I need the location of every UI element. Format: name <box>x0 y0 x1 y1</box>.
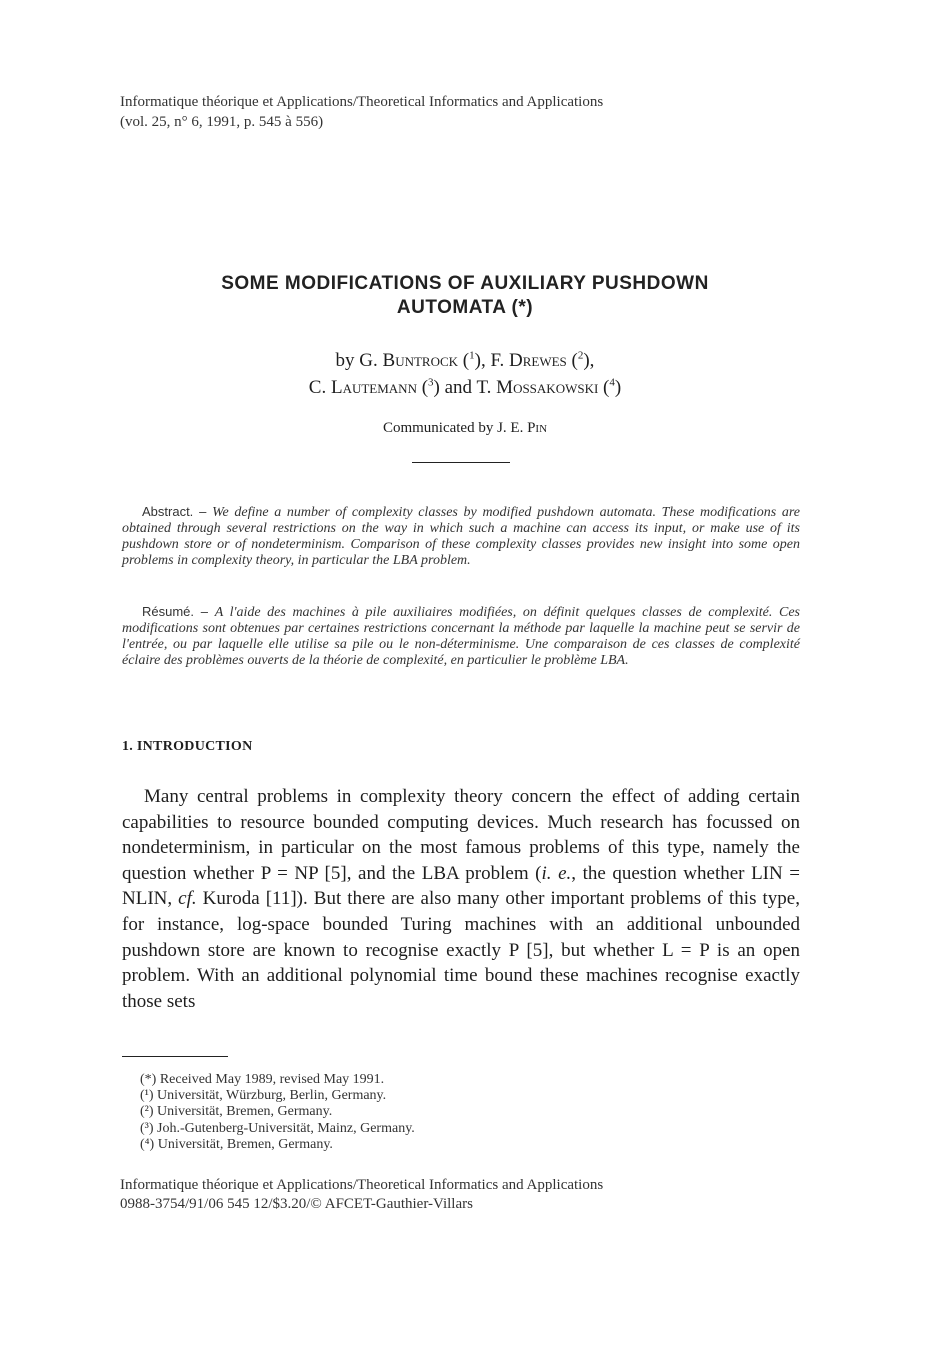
footnote: (³) Joh.-Gutenberg-Universität, Mainz, Germany. <box>140 1120 415 1136</box>
journal-header <box>120 92 603 132</box>
author-ref: 3 <box>428 376 434 389</box>
author-list <box>0 347 930 401</box>
communicated-by <box>0 420 930 437</box>
footnote: (¹) Universität, Würzburg, Berlin, Germany. <box>140 1088 387 1104</box>
body-italic: i. e. <box>541 862 572 884</box>
paper-title <box>0 272 930 320</box>
author-name: Drewes <box>509 350 567 371</box>
and-text: and T. <box>439 377 497 398</box>
body-text: Kuroda [11]). But there are also many other important problems of this type, for instance, log-space bounded Turing machines with an additional unbounded pushdown store are known to recognise exactly P [5], but whether L = P is an open problem. With an additional polynomial time bound these machines recognise exactly those sets <box>122 888 800 1012</box>
publication-footer <box>120 1176 603 1214</box>
body-paragraph <box>122 784 800 1014</box>
authors-line-2: C. Lautemann ($^3$) and T. Mossakowski ($^4$) <box>308 376 622 398</box>
communicator-name: Pin <box>527 420 548 436</box>
resume-paragraph <box>122 604 800 669</box>
resume-label: Résumé. – <box>142 604 215 619</box>
footnote: (⁴) Universität, Bremen, Germany. <box>140 1136 333 1152</box>
title-line-2: AUTOMATA (*) <box>396 297 534 318</box>
section-heading: 1. INTRODUCTION <box>122 739 253 754</box>
resume-text: A l'aide des machines à pile auxiliaires modifiées, on définit quelques classes de complexité. Ces modifications sont obtenues par certaines restrictions concernant la méthode par laquelle la machine peut se servir de l'entrée, ou par laquelle elle utilise sa pile ou le non-déterminisme. Une comparaison de ces classes de complexité éclaire des problèmes ouverts de la théorie de complexité, en particulier le problème LBA. <box>122 605 800 668</box>
footnote: (²) Universität, Bremen, Germany. <box>140 1104 333 1120</box>
author-ref: 1 <box>469 349 475 362</box>
footnotes <box>140 1072 415 1153</box>
author-ref: 2 <box>577 349 584 362</box>
footnote-divider <box>122 1056 228 1057</box>
footnote: (*) Received May 1989, revised May 1991. <box>140 1072 385 1087</box>
body-text: , the question whether LIN = NLIN, <box>122 862 800 910</box>
author-separator: , F. <box>480 350 509 371</box>
communicated-prefix: Communicated by J. E. <box>382 420 528 436</box>
title-line-1: SOME MODIFICATIONS OF AUXILIARY PUSHDOWN <box>221 273 709 294</box>
by-text: by G. <box>335 350 383 371</box>
author-ref: 4 <box>609 376 615 389</box>
author-separator: C. <box>308 377 331 398</box>
author-name: Mossakowski <box>496 377 599 398</box>
authors-line-1: by G. Buntrock ($^1$), F. Drewes ($^2$), <box>335 349 595 371</box>
body-italic: cf. <box>178 888 197 910</box>
body-text: Many central problems in complexity theory concern the effect of adding certain capabilities to resource bounded computing devices. Much research has focussed on nondeterminism, in particular on the most famous problems of this type, namely the question whether P = NP [5], and the LBA problem ( <box>122 786 800 884</box>
journal-name: Informatique théorique et Applications/Theoretical Informatics and Applications <box>120 94 604 110</box>
author-name: Lautemann <box>330 377 417 398</box>
author-name: Buntrock <box>382 350 459 371</box>
title-divider <box>412 462 510 463</box>
abstract-paragraph <box>122 504 800 569</box>
abstract-label: Abstract. – <box>142 504 213 519</box>
abstract-text: We define a number of complexity classes by modified pushdown automata. These modifications are obtained through several restrictions on the way in which such a machine can access its input, or make use of its pushdown store or of nondeterminism. Comparison of these complexity classes provides new insight into some open problems in complexity theory, in particular the LBA problem. <box>122 505 800 568</box>
footer-copyright: 0988-3754/91/06 545 12/$3.20/© AFCET-Gauthier-Villars <box>120 1196 473 1212</box>
footer-journal: Informatique théorique et Applications/Theoretical Informatics and Applications <box>120 1177 604 1193</box>
journal-volume: (vol. 25, n° 6, 1991, p. 545 à 556) <box>120 114 324 130</box>
